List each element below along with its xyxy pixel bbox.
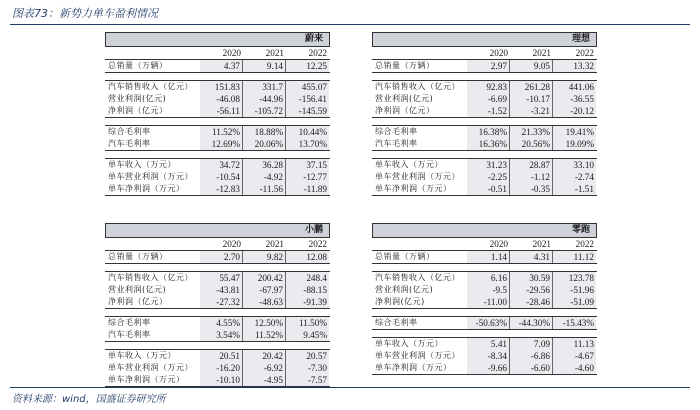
- table-row-sales: [105, 59, 330, 73]
- table-row-revenue: [105, 80, 330, 93]
- value-cell: 3.54%: [200, 329, 243, 341]
- table-row-net-profit: [105, 105, 330, 118]
- value-cell: 123.78: [553, 272, 596, 284]
- table-row-unit-revenue: [372, 158, 597, 171]
- row-label: 单车收入（万元）: [108, 160, 176, 169]
- year-header-cell: 2020: [222, 239, 241, 249]
- value-cell: -12.77: [286, 171, 329, 183]
- row-label: 总销量（万辆）: [108, 61, 168, 70]
- table-row-op-profit: [105, 284, 330, 296]
- row-label: 营业利润(亿元): [108, 94, 167, 103]
- value-cell: 151.83: [200, 81, 243, 93]
- table-row-unit-op: [372, 350, 597, 362]
- value-cell: -11.89: [286, 183, 329, 195]
- value-cell: 4.37: [200, 60, 243, 72]
- value-cell: 9.45%: [286, 329, 329, 341]
- value-cell: 20.56%: [510, 138, 553, 150]
- value-cell: -91.39: [286, 296, 329, 308]
- table-row-gross-margin: [105, 316, 330, 329]
- value-cell: -6.69: [467, 93, 510, 105]
- table-row-net-profit: [372, 105, 597, 118]
- value-cell: -1.52: [467, 105, 510, 117]
- panel-weilai: [105, 32, 330, 196]
- panel-company-name: 小鹏: [304, 225, 323, 235]
- group-gap: [105, 264, 330, 271]
- value-cell: 20.57: [286, 350, 329, 362]
- panel-lingpao: [372, 223, 597, 375]
- value-cell: -11.00: [467, 296, 510, 308]
- value-cell: -56.11: [200, 105, 243, 117]
- year-header-row: [105, 238, 330, 250]
- value-cell: -10.54: [200, 171, 243, 183]
- table-row-unit-revenue: [105, 349, 330, 362]
- table-row-sales: [372, 250, 597, 264]
- value-cell: 6.16: [467, 272, 510, 284]
- value-cell: 28.87: [510, 159, 553, 171]
- value-cell: 9.14: [243, 60, 286, 72]
- value-cell: -44.96: [243, 93, 286, 105]
- row-label: 单车收入（万元）: [375, 339, 443, 348]
- value-cell: -36.55: [553, 93, 596, 105]
- value-cell: -2.25: [467, 171, 510, 183]
- table-row-revenue: [372, 271, 597, 284]
- value-cell: 12.08: [286, 251, 329, 263]
- table-row-net-profit: [372, 296, 597, 309]
- value-cell: -48.63: [243, 296, 286, 308]
- panel-header: [105, 32, 330, 47]
- value-cell: -88.15: [286, 284, 329, 296]
- value-cell: -11.56: [243, 183, 286, 195]
- row-label: 汽车销售收入（亿元）: [375, 273, 460, 282]
- group-gap: [372, 330, 597, 337]
- group-gap: [372, 73, 597, 80]
- year-header-row: [372, 238, 597, 250]
- panel-header: [372, 32, 597, 47]
- value-cell: -156.41: [286, 93, 329, 105]
- value-cell: -0.35: [510, 183, 553, 195]
- value-cell: -9.66: [467, 362, 510, 374]
- value-cell: -4.92: [243, 171, 286, 183]
- table-row-op-profit: [105, 93, 330, 105]
- value-cell: -27.32: [200, 296, 243, 308]
- value-cell: -4.60: [553, 362, 596, 374]
- value-cell: -1.12: [510, 171, 553, 183]
- panel-header-spacer: [373, 33, 468, 46]
- group-gap: [372, 264, 597, 271]
- row-label: 净利润（亿元）: [108, 297, 168, 306]
- row-label: 汽车销售收入（亿元）: [108, 82, 193, 91]
- value-cell: 1.14: [467, 251, 510, 263]
- value-cell: 11.13: [553, 338, 596, 350]
- value-cell: -51.09: [553, 296, 596, 308]
- year-header-row: [372, 47, 597, 59]
- value-cell: 11.12: [553, 251, 596, 263]
- table-row-auto-margin: [105, 329, 330, 342]
- value-cell: 9.82: [243, 251, 286, 263]
- panel-header-spacer: [106, 33, 201, 46]
- value-cell: 12.25: [286, 60, 329, 72]
- table-row-revenue: [372, 80, 597, 93]
- table-row-unit-op: [105, 171, 330, 183]
- value-cell: 55.47: [200, 272, 243, 284]
- value-cell: -3.21: [510, 105, 553, 117]
- value-cell: 20.42: [243, 350, 286, 362]
- panel-header-spacer: [106, 224, 201, 237]
- value-cell: -16.20: [200, 362, 243, 374]
- row-label: 单车收入（万元）: [375, 160, 443, 169]
- value-cell: -44.30%: [510, 317, 553, 329]
- value-cell: 20.06%: [243, 138, 286, 150]
- value-cell: 30.59: [510, 272, 553, 284]
- value-cell: 12.69%: [200, 138, 243, 150]
- row-label: 汽车销售收入（亿元）: [375, 82, 460, 91]
- year-header-spacer: [105, 238, 200, 250]
- table-row-unit-revenue: [105, 158, 330, 171]
- table-row-unit-net: [105, 374, 330, 387]
- row-label: 综合毛利率: [375, 318, 418, 327]
- row-label: 综合毛利率: [108, 318, 151, 327]
- group-gap: [372, 309, 597, 316]
- value-cell: -51.96: [553, 284, 596, 296]
- value-cell: 33.10: [553, 159, 596, 171]
- value-cell: -7.30: [286, 362, 329, 374]
- row-label: 单车营业利润（万元）: [375, 172, 460, 181]
- row-label: 单车净利润（万元）: [375, 363, 452, 372]
- value-cell: -105.72: [243, 105, 286, 117]
- value-cell: 11.52%: [243, 329, 286, 341]
- value-cell: 34.72: [200, 159, 243, 171]
- value-cell: 2.70: [200, 251, 243, 263]
- year-header-cell: 2021: [265, 48, 284, 58]
- value-cell: 10.44%: [286, 126, 329, 138]
- year-header-row: [105, 47, 330, 59]
- value-cell: 261.28: [510, 81, 553, 93]
- table-row-revenue: [105, 271, 330, 284]
- row-label: 汽车毛利率: [108, 139, 151, 148]
- table-row-gross-margin: [105, 125, 330, 138]
- table-row-net-profit: [105, 296, 330, 309]
- year-header-cell: 2022: [575, 48, 594, 58]
- value-cell: -50.63%: [467, 317, 510, 329]
- value-cell: -8.34: [467, 350, 510, 362]
- value-cell: 36.28: [243, 159, 286, 171]
- row-label: 汽车毛利率: [375, 139, 418, 148]
- value-cell: -46.08: [200, 93, 243, 105]
- value-cell: 19.41%: [553, 126, 596, 138]
- value-cell: -10.17: [510, 93, 553, 105]
- value-cell: -29.56: [510, 284, 553, 296]
- value-cell: -20.12: [553, 105, 596, 117]
- row-label: 总销量（万辆）: [108, 252, 168, 261]
- group-gap: [105, 73, 330, 80]
- year-header-cell: 2020: [222, 48, 241, 58]
- row-label: 单车营业利润（万元）: [375, 351, 460, 360]
- year-header-cell: 2021: [265, 239, 284, 249]
- value-cell: 13.70%: [286, 138, 329, 150]
- table-row-unit-revenue: [372, 337, 597, 350]
- row-label: 单车净利润（万元）: [108, 184, 185, 193]
- value-cell: 16.36%: [467, 138, 510, 150]
- table-row-op-profit: [372, 93, 597, 105]
- panel-header: [372, 223, 597, 238]
- value-cell: 455.07: [286, 81, 329, 93]
- source-note: 资料来源：wind，国盛证券研究所: [12, 394, 166, 405]
- table-row-unit-op: [105, 362, 330, 374]
- row-label: 净利润（亿元）: [375, 106, 435, 115]
- year-header-cell: 2022: [308, 239, 327, 249]
- bottom-rule: [10, 387, 690, 388]
- value-cell: 441.06: [553, 81, 596, 93]
- value-cell: 16.38%: [467, 126, 510, 138]
- row-label: 单车净利润（万元）: [108, 375, 185, 384]
- value-cell: 7.09: [510, 338, 553, 350]
- year-header-cell: 2021: [532, 239, 551, 249]
- row-label: 单车营业利润（万元）: [108, 363, 193, 372]
- value-cell: -15.43%: [553, 317, 596, 329]
- value-cell: -6.86: [510, 350, 553, 362]
- table-row-auto-margin: [372, 138, 597, 151]
- value-cell: 13.32: [553, 60, 596, 72]
- value-cell: -28.46: [510, 296, 553, 308]
- table-row-sales: [372, 59, 597, 73]
- table-row-unit-net: [372, 362, 597, 375]
- panel-xiaopeng: [105, 223, 330, 387]
- row-label: 单车收入（万元）: [108, 351, 176, 360]
- value-cell: -67.97: [243, 284, 286, 296]
- value-cell: -0.51: [467, 183, 510, 195]
- value-cell: -1.51: [553, 183, 596, 195]
- row-label: 汽车毛利率: [108, 330, 151, 339]
- value-cell: -145.59: [286, 105, 329, 117]
- value-cell: 11.50%: [286, 317, 329, 329]
- panel-header-spacer: [373, 224, 468, 237]
- value-cell: 11.52%: [200, 126, 243, 138]
- value-cell: 18.88%: [243, 126, 286, 138]
- value-cell: 248.4: [286, 272, 329, 284]
- row-label: 汽车销售收入（亿元）: [108, 273, 193, 282]
- value-cell: 331.7: [243, 81, 286, 93]
- table-row-op-profit: [372, 284, 597, 296]
- row-label: 单车净利润（万元）: [375, 184, 452, 193]
- value-cell: 200.42: [243, 272, 286, 284]
- panel-company-name: 零跑: [571, 225, 590, 235]
- table-row-unit-net: [105, 183, 330, 196]
- value-cell: -10.10: [200, 374, 243, 386]
- row-label: 营业利润(亿元): [108, 285, 167, 294]
- value-cell: 4.55%: [200, 317, 243, 329]
- value-cell: 2.97: [467, 60, 510, 72]
- table-row-auto-margin: [105, 138, 330, 151]
- year-header-cell: 2021: [532, 48, 551, 58]
- table-row-unit-op: [372, 171, 597, 183]
- value-cell: 9.05: [510, 60, 553, 72]
- row-label: 净利润（亿元）: [108, 106, 168, 115]
- group-gap: [105, 118, 330, 125]
- row-label: 净利润(亿元): [375, 297, 425, 306]
- value-cell: -6.60: [510, 362, 553, 374]
- group-gap: [105, 309, 330, 316]
- table-row-gross-margin: [372, 125, 597, 138]
- year-header-cell: 2020: [489, 239, 508, 249]
- row-label: 总销量（万辆）: [375, 252, 435, 261]
- value-cell: -4.67: [553, 350, 596, 362]
- value-cell: 19.09%: [553, 138, 596, 150]
- row-label: 总销量（万辆）: [375, 61, 435, 70]
- table-row-unit-net: [372, 183, 597, 196]
- value-cell: -9.5: [467, 284, 510, 296]
- value-cell: -2.74: [553, 171, 596, 183]
- top-rule: [10, 24, 690, 25]
- value-cell: 31.23: [467, 159, 510, 171]
- value-cell: 5.41: [467, 338, 510, 350]
- value-cell: 92.83: [467, 81, 510, 93]
- value-cell: 12.50%: [243, 317, 286, 329]
- value-cell: 21.33%: [510, 126, 553, 138]
- group-gap: [372, 118, 597, 125]
- row-label: 营业利润(亿元): [375, 285, 434, 294]
- year-header-spacer: [372, 47, 467, 59]
- year-header-spacer: [105, 47, 200, 59]
- row-label: 综合毛利率: [108, 127, 151, 136]
- row-label: 营业利润(亿元): [375, 94, 434, 103]
- value-cell: -7.57: [286, 374, 329, 386]
- row-label: 单车营业利润（万元）: [108, 172, 193, 181]
- year-header-cell: 2022: [308, 48, 327, 58]
- group-gap: [372, 151, 597, 158]
- panel-company-name: 蔚来: [304, 34, 323, 44]
- row-label: 综合毛利率: [375, 127, 418, 136]
- table-row-sales: [105, 250, 330, 264]
- value-cell: 37.15: [286, 159, 329, 171]
- year-header-cell: 2020: [489, 48, 508, 58]
- value-cell: -12.83: [200, 183, 243, 195]
- value-cell: -6.92: [243, 362, 286, 374]
- value-cell: 4.31: [510, 251, 553, 263]
- value-cell: -4.95: [243, 374, 286, 386]
- panel-company-name: 理想: [571, 34, 590, 44]
- group-gap: [105, 151, 330, 158]
- figure-title: 图表73：新势力单车盈利情况: [12, 7, 158, 20]
- table-row-gross-margin: [372, 316, 597, 330]
- group-gap: [105, 342, 330, 349]
- value-cell: -43.81: [200, 284, 243, 296]
- value-cell: 20.51: [200, 350, 243, 362]
- panel-lixiang: [372, 32, 597, 196]
- panel-header: [105, 223, 330, 238]
- year-header-spacer: [372, 238, 467, 250]
- year-header-cell: 2022: [575, 239, 594, 249]
